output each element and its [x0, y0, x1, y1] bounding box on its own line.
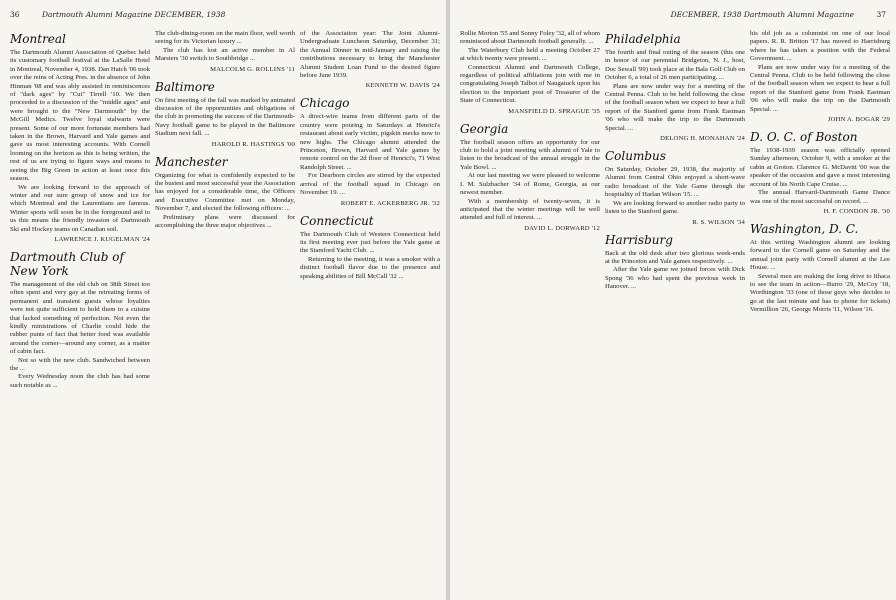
section-title-georgia: Georgia	[460, 121, 509, 136]
section-title-washington: Washington, D. C.	[750, 221, 859, 236]
article-paragraph: On Saturday, October 29, 1938, the majority of Alumni from Central Ohio enjoyed a short-wave radio broadcast of the Yale Game through the hospitality of Harlan Wilson '15. ...	[605, 166, 745, 199]
article-paragraph: Returning to the meeting, it was a smoker with a distinct football flavor due to the presence and speaking abilities of Bill McCall '32 ...	[300, 255, 440, 280]
article-paragraph: The annual Harvard-Dartmouth Game Dance was one of the most successful on record. ...	[750, 189, 890, 205]
article-signature: H. F. CONDON JR. '30	[823, 207, 890, 215]
right-running-header	[671, 10, 886, 19]
section-title-connecticut: Connecticut	[300, 213, 374, 228]
article-paragraph: Every Wednesday noon the club has had some such notable as ...	[10, 373, 150, 389]
article-paragraph: At our last meeting we were pleased to welcome I. M. Sulzbacher '34 of Rome, Georgia, as our newest member.	[460, 172, 600, 197]
article-signature: KENNETH W. DAVIS '24	[365, 82, 440, 90]
article-paragraph: We are looking forward to another radio party to listen to the Stanford game.	[605, 199, 745, 216]
article-paragraph: The Dartmouth Alumni Association of Quebec held its customary football festival at the LaSalle Hotel in Montreal, November 4, 1938. Dan Hatch '06 took over the reins of Acting Pres. in the absence of John Hinman '08 and was ably assisted in reminiscences of "dark ages" by "Cut" Tirrell '10. We then proceeded to a discussion of the "middle ages" and were brought to the "New Dartmouth" by the McGill Medics. Twelve loyal stalwarts were present. Some of our more fortunate members had taken in the Brown, Harvard and Yale games and gave us most interesting accounts. With Cornell looming on the horizon as this is being written, the rest of us are trying to figure ways and means to seeing the Big Green in action at least once this season.	[10, 49, 150, 183]
article-paragraph: At this writing Washington alumni are looking forward to the Cornell game on Saturday and the annual joint party with Cornell alumni at the Lee House. ...	[750, 238, 890, 272]
left-column-3	[300, 30, 440, 594]
section-title-baltimore: Baltimore	[155, 79, 215, 94]
article-paragraph: Plans are now under way for a meeting of the Central Penna. Club to be held following the close of the football season when we expect to hear a full report of the Stanford game from Frank Eastman '06 who will make the trip to the Dartmouth Special. ...	[605, 82, 745, 132]
left-column-2	[155, 30, 295, 594]
right-column-3	[750, 30, 890, 594]
article-signature: MALCOLM G. ROLLINS '11	[210, 65, 295, 73]
article-paragraph: Organizing for what is confidently expected to be the busiest and most successful year the Association has enjoyed for a considerable time, the Officers and Executive Committee met on Monday, November 7, and elected the following officers: ...	[155, 171, 295, 213]
article-paragraph: of the Association year: The Joint Alumni-Undergraduate Luncheon Saturday, December 31; the Annual Dinner in mid-January and raising the contributions necessary to bring the Manchester Alumni Student Loan Fund to the desired figure before June 1939.	[300, 30, 440, 80]
article-signature: ROBERT E. ACKERBERG JR. '32	[340, 199, 440, 207]
article-paragraph: Several men are making the long drive to Ithaca to see the team in action—Burro '29, McCoy '18, Worthington '33 (one of those guys who decides to go at the last minute and has to phone for tickets) Vermillion '26, George Morris '11, Wilson '16.	[750, 272, 890, 314]
section-title-montreal: Montreal	[10, 32, 66, 46]
right-page	[450, 0, 896, 600]
left-page-number: 36	[10, 10, 20, 19]
right-header-title: DECEMBER, 1938 Dartmouth Alumni Magazine	[670, 10, 855, 19]
article-paragraph: After the Yale game we joined forces with Dick Spong '36 who had spent the previous week in Hanover. ...	[605, 266, 745, 291]
article-paragraph: his old job as a columnist on one of our local papers. R. R. Britton '17 has moved to Harrisburg where he has taken a position with the Federal Government. ...	[750, 30, 890, 63]
article-paragraph: Not so with the new club. Sandwiched between the ...	[10, 356, 150, 372]
article-paragraph: The 1938-1939 season was officially opened Sunday afternoon, October 9, with a smoker at the cabin at Groton. Clarence G. McDavitt '00 was the speaker of the occasion and gave a most interesting account of his North Cape Cruise. ...	[750, 147, 890, 188]
article-paragraph: On first meeting of the fall was marked by animated discussion of the opportunities and obligations of the club in promoting the success of the Dartmouth-Navy football game to be played in the Baltimore Stadium next fall. ...	[155, 96, 295, 138]
article-paragraph: Connecticut Alumni and Dartmouth College, regardless of political affiliations join with me in congratulating Joseph Talbot of Naugatuck upon his election to the important post of Treasurer of the State of Connecticut.	[460, 63, 600, 105]
section-title-philadelphia: Philadelphia	[605, 32, 681, 46]
left-running-header	[10, 10, 225, 19]
left-column-1	[10, 30, 150, 594]
article-signature: MANSFIELD D. SPRAGUE '35	[508, 107, 600, 115]
article-signature: LAWRENCE J. KUGELMAN '24	[54, 235, 150, 243]
article-paragraph: The Waterbury Club held a meeting October 27 at which twenty were present. ...	[460, 46, 600, 63]
article-paragraph: A direct-wire teams from different parts of the country were pouring in Saturdays at Henrici's restaurant about early victim, pigskin mecks now to new highs. The Chicago alumni attended the Princeton, Brown, Harvard and Yale games by remote control on the 2d floor of Henrici's, 71 West Randolph Street. ...	[300, 113, 440, 171]
article-signature: DELONG H. MONAHAN '24	[660, 135, 745, 143]
section-title-columbus: Columbus	[605, 149, 666, 164]
article-paragraph: Rollie Morton '55 and Sonny Foley '32, all of whom reminisced about Dartmouth football generally. ...	[460, 30, 600, 46]
left-page	[0, 0, 446, 600]
section-title-boston: D. O. C. of Boston	[750, 130, 858, 145]
right-column-1	[460, 30, 600, 594]
right-column-2	[605, 30, 745, 594]
article-signature: R. S. WILSON '34	[692, 218, 745, 226]
article-paragraph: With a membership of twenty-seven, it is anticipated that the winter meetings will be well attended and full of interest. ...	[460, 197, 600, 222]
article-signature: JOHN A. BOGAR '29	[827, 116, 890, 124]
section-title-chicago: Chicago	[300, 96, 350, 111]
article-paragraph: The fourth and final outing of the season (this one in honor of our perennial Bridgeton, N. J., host, Doc Sewall '99) took place at the Bala Golf Club on October 6, a total of 26 men participating. ...	[605, 49, 745, 82]
article-paragraph: The football season offers an opportunity for our club to hold a joint meeting with alumni of Yale to listen to the broadcast of the annual struggle in the Yale Bowl. ...	[460, 138, 600, 171]
article-paragraph: We are looking forward to the approach of winter and our sure group of snow and ice for which Montreal and the Laurentians are famous. Winter sports will soon be in the foreground and to us this means the friendly invasion of Dartmouth Ski and Hockey teams on Canadian soil.	[10, 183, 150, 233]
article-paragraph: For Dearborn circles are stirred by the expected arrival of the football squad in Chicago on November 19. ...	[300, 172, 440, 197]
section-title-manchester: Manchester	[155, 154, 228, 169]
article-paragraph: The management of the old club on 38th Street too often spent and very gay at the retreating forms of permanent and transient guests whose loyalties were not quite sufficient to hold them to a cuisine that lacked something of perfection. Not even the kindly ministrations of Charlie could hide the rubber punts of fact that better food was available around the corner—around any corner, as a matter of cabin fact.	[10, 280, 150, 356]
section-title-harrisburg: Harrisburg	[605, 232, 673, 247]
article-paragraph: Plans are now under way for a meeting of the Central Penna. Club to be held following the close of the football season when we expect to hear a full report of the Stanford game from Frank Eastman '06 who will make the trip on the Dartmouth Special. ...	[750, 63, 890, 113]
article-paragraph: The club has lost an active member in Al Marsters '30 switch to Southbridge ...	[155, 46, 295, 63]
left-header-title: Dartmouth Alumni Magazine DECEMBER, 1938	[41, 10, 226, 19]
section-title-new-york: Dartmouth Club of New York	[10, 249, 124, 278]
right-page-number: 37	[876, 10, 886, 19]
article-signature: DAVID L. DORWARD '12	[524, 224, 600, 232]
article-paragraph: The club-dining-room on the main floor, well worth seeing for its Victorian luxury ...	[155, 30, 295, 46]
article-signature: HAROLD R. HASTINGS '00	[211, 140, 295, 148]
article-paragraph: The Dartmouth Club of Western Connecticut held its first meeting ever just before the Yale game at the Stamford Yacht Club. ...	[300, 230, 440, 255]
article-paragraph: Preliminary plans were discussed for accomplishing the three major objectives ...	[155, 213, 295, 230]
article-paragraph: Back at the old desk after two glorious week-ends at the Princeton and Yale games respectively. ...	[605, 249, 745, 265]
